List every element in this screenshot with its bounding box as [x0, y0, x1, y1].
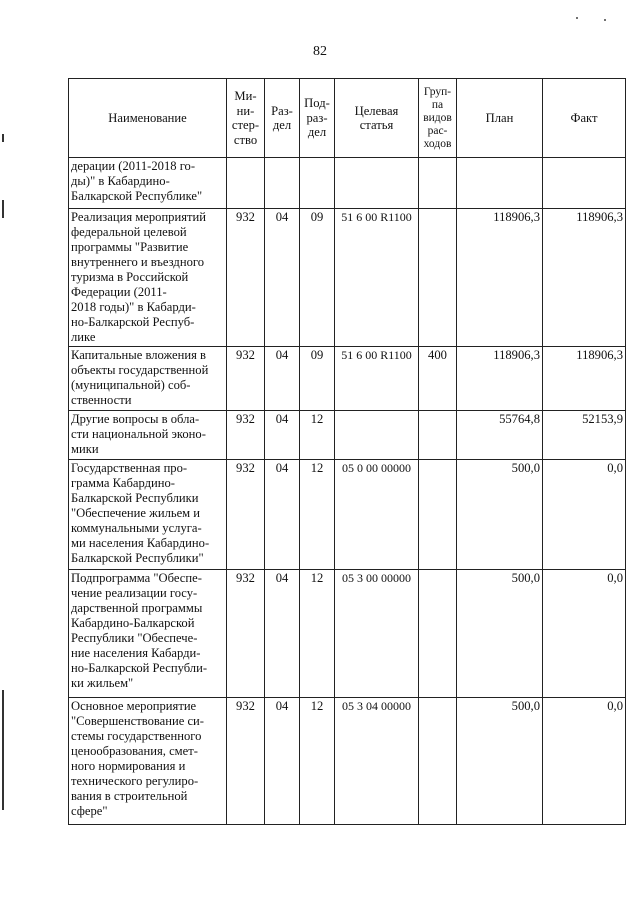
cell-section: 04: [265, 698, 300, 825]
cell-fact: 118906,3: [543, 347, 626, 411]
cell-fact: 0,0: [543, 460, 626, 570]
cell-expense-group: [419, 158, 457, 209]
cell-subsection: 09: [300, 347, 335, 411]
table-body: [69, 158, 626, 825]
cell-ministry: [227, 158, 265, 209]
page-number: 82: [313, 44, 327, 59]
cell-target: 05 0 00 00000: [335, 460, 419, 570]
cell-ministry: 932: [227, 698, 265, 825]
table-row: [69, 570, 626, 698]
header-expense-group: Груп- па видов рас- ходов: [419, 79, 457, 158]
cell-plan: 118906,3: [457, 209, 543, 347]
cell-target: [335, 411, 419, 460]
cell-section: [265, 158, 300, 209]
cell-name: Капитальные вложения в объекты государственной (муниципальной) соб- ственности: [69, 347, 227, 411]
cell-ministry: 932: [227, 570, 265, 698]
header-fact: Факт: [543, 79, 626, 158]
cell-subsection: 12: [300, 698, 335, 825]
table-row: [69, 158, 626, 209]
cell-expense-group: [419, 570, 457, 698]
cell-name: Основное мероприятие "Совершенствование си- стемы государственного ценообразования, смет- ного нормирования и технического регулиро- вания в строительной сфере": [69, 698, 227, 825]
cell-expense-group: [419, 411, 457, 460]
cell-name: Другие вопросы в обла- сти национальной эконо- мики: [69, 411, 227, 460]
scan-speck: [604, 19, 606, 21]
table-row: [69, 411, 626, 460]
cell-name: дерации (2011-2018 го- ды)" в Кабардино- Балкарской Республике": [69, 158, 227, 209]
cell-fact: 118906,3: [543, 209, 626, 347]
cell-expense-group: [419, 698, 457, 825]
cell-ministry: 932: [227, 209, 265, 347]
cell-target: [335, 158, 419, 209]
cell-subsection: 12: [300, 460, 335, 570]
cell-name: Государственная про- грамма Кабардино- Балкарской Республики "Обеспечение жильем и коммунальными услуга- ми населения Кабардино- Балкарской Республики": [69, 460, 227, 570]
cell-target: 51 6 00 R1100: [335, 347, 419, 411]
header-subsection: Под- раз- дел: [300, 79, 335, 158]
cell-section: 04: [265, 570, 300, 698]
cell-target: 05 3 00 00000: [335, 570, 419, 698]
cell-subsection: 12: [300, 411, 335, 460]
scan-margin-mark: [2, 690, 4, 810]
cell-subsection: 09: [300, 209, 335, 347]
table-row: [69, 460, 626, 570]
scan-speck: [576, 17, 578, 19]
cell-ministry: 932: [227, 460, 265, 570]
cell-section: 04: [265, 209, 300, 347]
cell-name: Реализация мероприятий федеральной целевой программы "Развитие внутреннего и въездного туризма в Российской Федерации (2011- 2018 годы)" в Кабарди- но-Балкарской Респуб- лике: [69, 209, 227, 347]
table-row: [69, 209, 626, 347]
header-row: [69, 79, 626, 158]
header-ministry: Ми- ни- стер- ство: [227, 79, 265, 158]
cell-target: 05 3 04 00000: [335, 698, 419, 825]
cell-expense-group: [419, 460, 457, 570]
cell-name: Подпрограмма "Обеспе- чение реализации госу- дарственной программы Кабардино-Балкарской Республики "Обеспече- ние населения Кабарди- но-Балкарской Республи- ки жильем": [69, 570, 227, 698]
cell-fact: 0,0: [543, 698, 626, 825]
cell-plan: 55764,8: [457, 411, 543, 460]
table-row: [69, 347, 626, 411]
cell-plan: 118906,3: [457, 347, 543, 411]
cell-subsection: 12: [300, 570, 335, 698]
header-name: Наименование: [69, 79, 227, 158]
cell-expense-group: 400: [419, 347, 457, 411]
cell-target: 51 6 00 R1100: [335, 209, 419, 347]
cell-fact: [543, 158, 626, 209]
header-plan: План: [457, 79, 543, 158]
cell-plan: 500,0: [457, 460, 543, 570]
header-target: Целевая статья: [335, 79, 419, 158]
cell-section: 04: [265, 411, 300, 460]
cell-section: 04: [265, 347, 300, 411]
cell-fact: 0,0: [543, 570, 626, 698]
scan-margin-mark: [2, 200, 4, 218]
cell-plan: [457, 158, 543, 209]
cell-ministry: 932: [227, 347, 265, 411]
cell-fact: 52153,9: [543, 411, 626, 460]
cell-ministry: 932: [227, 411, 265, 460]
cell-section: 04: [265, 460, 300, 570]
cell-plan: 500,0: [457, 698, 543, 825]
table-row: [69, 698, 626, 825]
header-section: Раз- дел: [265, 79, 300, 158]
cell-plan: 500,0: [457, 570, 543, 698]
cell-expense-group: [419, 209, 457, 347]
budget-table: [68, 78, 626, 825]
cell-subsection: [300, 158, 335, 209]
scan-margin-mark: [2, 134, 4, 142]
